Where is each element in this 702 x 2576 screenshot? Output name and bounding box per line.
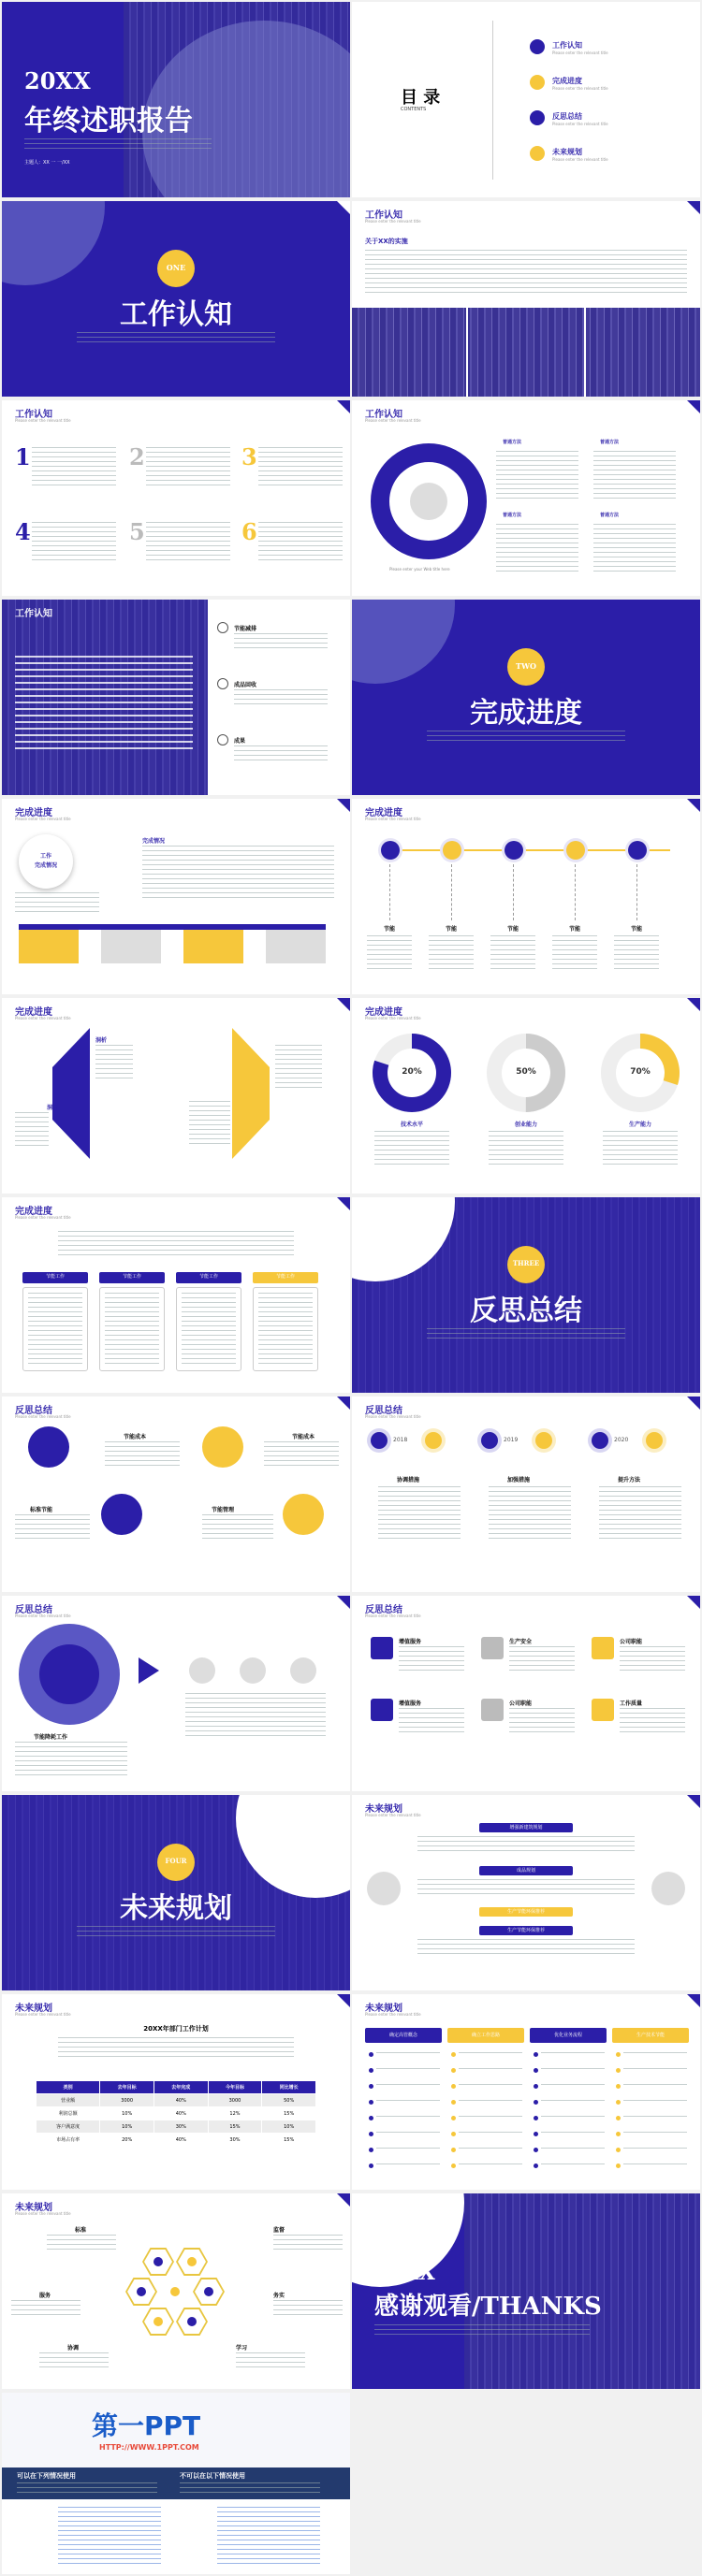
ring-value: 70% <box>630 1067 651 1077</box>
slide-heading: 工作认知 <box>365 210 402 221</box>
cover-title: 年终述职报告 <box>24 105 193 137</box>
hex-label: 监督 <box>273 2227 285 2234</box>
slide-future-3[interactable]: 未来规划 Please enter the relevant title 确定高管概念 确立工作思路 优化业务流程 生产技术节能 <box>352 1994 700 2190</box>
section-title: 完成进度 <box>470 697 582 730</box>
slide-heading: 未来规划 <box>365 1804 402 1815</box>
method-label: 普通方法 <box>502 440 521 445</box>
grid-item-title: 增值服务 <box>399 1700 422 1707</box>
ring-label: 生产能力 <box>628 1122 651 1128</box>
slide-heading: 反思总结 <box>15 1406 52 1416</box>
slide-heading: 完成进度 <box>15 808 52 818</box>
slide-toc[interactable]: 目 录 CONTENTS 工作认知 Please enter the relevant title 完成进度 Please enter the relevant title 反思总结 Please enter the relevant title 未来规划 Please enter the relevant title <box>352 2 700 197</box>
item-title: 加强措施 <box>507 1477 531 1483</box>
toc-item[interactable]: 工作认知 <box>552 41 582 50</box>
method-label: 普通方法 <box>502 513 521 518</box>
thanks-title: 感谢观看/THANKS <box>374 2293 602 2321</box>
table-row: 利润总额 10% 40% 12% 15% <box>37 2107 316 2120</box>
slide-future-4[interactable]: 未来规划 Please enter the relevant title 标准 监督 服务 务实 协调 学习 <box>2 2193 350 2389</box>
section-title: 反思总结 <box>470 1295 582 1327</box>
slide-section-two[interactable]: TWO 完成进度 <box>352 600 700 795</box>
table-header: 去年目标 <box>100 2081 154 2094</box>
section-title: 未来规划 <box>120 1892 232 1925</box>
slide-reflect-2[interactable]: 反思总结 Please enter the relevant title 2018 协调措施 2019 加强措施 2020 提升方法 <box>352 1397 700 1592</box>
hex-label: 务实 <box>273 2293 285 2299</box>
grid-item-title: 公司职能 <box>509 1700 533 1707</box>
slide-heading: 完成进度 <box>15 1207 52 1217</box>
item-title: 提升方法 <box>618 1477 641 1483</box>
ring-label: 技术水平 <box>400 1122 423 1128</box>
timeline-label: 节能 <box>630 926 642 933</box>
slide-heading: 反思总结 <box>15 1605 52 1615</box>
timeline-label: 节能 <box>383 926 395 933</box>
timeline-label: 节能 <box>445 926 457 933</box>
column-header: 确定高管概念 <box>365 2028 442 2043</box>
slide-ad[interactable]: 第一PPT HTTP://WWW.1PPT.COM 可以在下列情况使用 不可以在以下情况使用 <box>2 2393 350 2574</box>
table-header: 今年目标 <box>208 2081 262 2094</box>
toc-sub: CONTENTS <box>401 107 427 112</box>
slide-heading: 完成进度 <box>365 808 402 818</box>
slide-progress-2[interactable]: 完成进度 Please enter the relevant title 节能 节能 节能 节能 节能 <box>352 799 700 994</box>
table-header: 去年完成 <box>154 2081 208 2094</box>
table-row: 客户满意度 10% 30% 15% 10% <box>37 2120 316 2134</box>
cover-reporter: 主题人：XX 一 一/XX <box>24 160 70 166</box>
ring-label: 创业能力 <box>514 1122 537 1128</box>
item-title: 协调措施 <box>397 1477 420 1483</box>
slide-section-four[interactable]: FOUR 未来规划 <box>2 1795 350 1990</box>
grid-item-title: 增值服务 <box>399 1639 422 1645</box>
slide-heading: 工作认知 <box>15 410 52 420</box>
table-header: 类别 <box>37 2081 100 2094</box>
slide-heading: 工作认知 <box>15 609 52 619</box>
ad-url[interactable]: HTTP://WWW.1PPT.COM <box>99 2443 199 2452</box>
method-label: 普通方法 <box>599 440 619 445</box>
tag: 节能工作 <box>176 1272 241 1283</box>
table-title: 20XX年部门工作计划 <box>143 2025 209 2033</box>
slide-section-one[interactable] <box>2 201 350 397</box>
toc-item[interactable]: 反思总结 <box>552 112 582 121</box>
slide-reflect-4[interactable]: 反思总结 Please enter the relevant title 增值服务 生产安全 公司职能 增值服务 公司职能 工作质量 <box>352 1596 700 1791</box>
slide-section-three[interactable]: THREE 反思总结 <box>352 1197 700 1393</box>
slide-heading: 未来规划 <box>15 2203 52 2213</box>
people-icon <box>39 1644 99 1704</box>
slide-progress-1[interactable]: 完成进度 Please enter the relevant title 工作 完成情况 完成情况 <box>2 799 350 994</box>
slide-heading: 工作认知 <box>365 410 402 420</box>
tag: 节能工作 <box>22 1272 88 1283</box>
slide-thanks[interactable]: 20XX 感谢观看/THANKS <box>352 2193 700 2389</box>
slide-heading: 反思总结 <box>365 1605 402 1615</box>
section-num: ONE <box>166 263 186 272</box>
toc-item[interactable]: 完成进度 <box>552 77 582 85</box>
toc-item[interactable]: 未来规划 <box>552 148 582 156</box>
slide-work-2[interactable]: 工作认知 Please enter the relevant title 1 2 3 4 5 6 <box>2 400 350 596</box>
ring-value: 20% <box>402 1067 422 1077</box>
cover-year: 20XX <box>24 67 91 94</box>
tag: 节能工作 <box>99 1272 165 1283</box>
slide-reflect-3[interactable]: 反思总结 Please enter the relevant title 节能降耗工作 <box>2 1596 350 1791</box>
slide-heading: 未来规划 <box>365 2004 402 2014</box>
slide-future-1[interactable]: 未来规划 Please enter the relevant title 增强新建筑规划 成品规划 生产节能环保推荐 生产节能环保推荐 <box>352 1795 700 1990</box>
method-label: 普通方法 <box>599 513 619 518</box>
hex-label: 标准 <box>75 2227 87 2234</box>
ad-logo: 第一PPT <box>92 2410 201 2441</box>
hex-label: 协调 <box>67 2345 80 2352</box>
table-header: 同比增长 <box>262 2081 316 2094</box>
column-header: 生产技术节能 <box>612 2028 689 2043</box>
slide-reflect-1[interactable]: 反思总结 Please enter the relevant title 节能成本 标准节能 节能成本 节能管理 <box>2 1397 350 1592</box>
slide-heading: 反思总结 <box>365 1406 402 1416</box>
table-row: 市场占有率 20% 40% 30% 15% <box>37 2134 316 2147</box>
grid-item-title: 工作质量 <box>620 1700 643 1707</box>
slide-work-4[interactable]: 工作认知 节能减排 成品回收 成果 <box>2 600 350 795</box>
slide-work-1[interactable]: 工作认知 Please enter the relevant title 关于XX的实施 <box>352 201 700 397</box>
tag: 节能工作 <box>253 1272 318 1283</box>
ring-value: 50% <box>516 1067 536 1077</box>
timeline-label: 节能 <box>568 926 580 933</box>
people-icon <box>410 483 447 520</box>
slide-progress-5[interactable]: 完成进度 Please enter the relevant title 节能工作 节能工作 节能工作 节能工作 <box>2 1197 350 1393</box>
slide-progress-3[interactable]: 完成进度 Please enter the relevant title 洞析 洞析 <box>2 998 350 1194</box>
column-header: 优化业务流程 <box>530 2028 607 2043</box>
column-header: 确立工作思路 <box>447 2028 524 2043</box>
section-title: 工作认知 <box>120 298 232 331</box>
grid-item-title: 生产安全 <box>509 1639 533 1645</box>
subtitle: 关于XX的实施 <box>365 238 408 245</box>
slide-cover[interactable] <box>2 2 350 197</box>
toc-title: 目 录 <box>401 88 441 108</box>
timeline-label: 节能 <box>506 926 519 933</box>
hex-label: 学习 <box>236 2345 248 2352</box>
slide-progress-4[interactable]: 完成进度 Please enter the relevant title 20% 技术水平 50% 创业能力 70% 生产能力 <box>352 998 700 1194</box>
slide-heading: 完成进度 <box>15 1007 52 1018</box>
grid-item-title: 公司职能 <box>620 1639 643 1645</box>
table-row: 营业额 3000 40% 3000 50% <box>37 2094 316 2107</box>
hex-label: 服务 <box>39 2293 51 2299</box>
slide-heading: 完成进度 <box>365 1007 402 1018</box>
slide-heading: 未来规划 <box>15 2004 52 2014</box>
plan-table <box>36 2080 316 2147</box>
slide-future-2[interactable]: 未来规划 Please enter the relevant title 20XX年部门工作计划 类别 去年目标 去年完成 今年目标 同比增长 营业额 3000 40% 3000 50% 利润总额 10% 40% 12% 15% 客户满意度 10% 30% 15% 10% 市场占有率 20% 40% 30% 15% <box>2 1994 350 2190</box>
slide-work-3[interactable]: 工作认知 Please enter the relevant title Please enter your Web title here 普通方法 普通方法 普通方法 普通方法 <box>352 400 700 596</box>
